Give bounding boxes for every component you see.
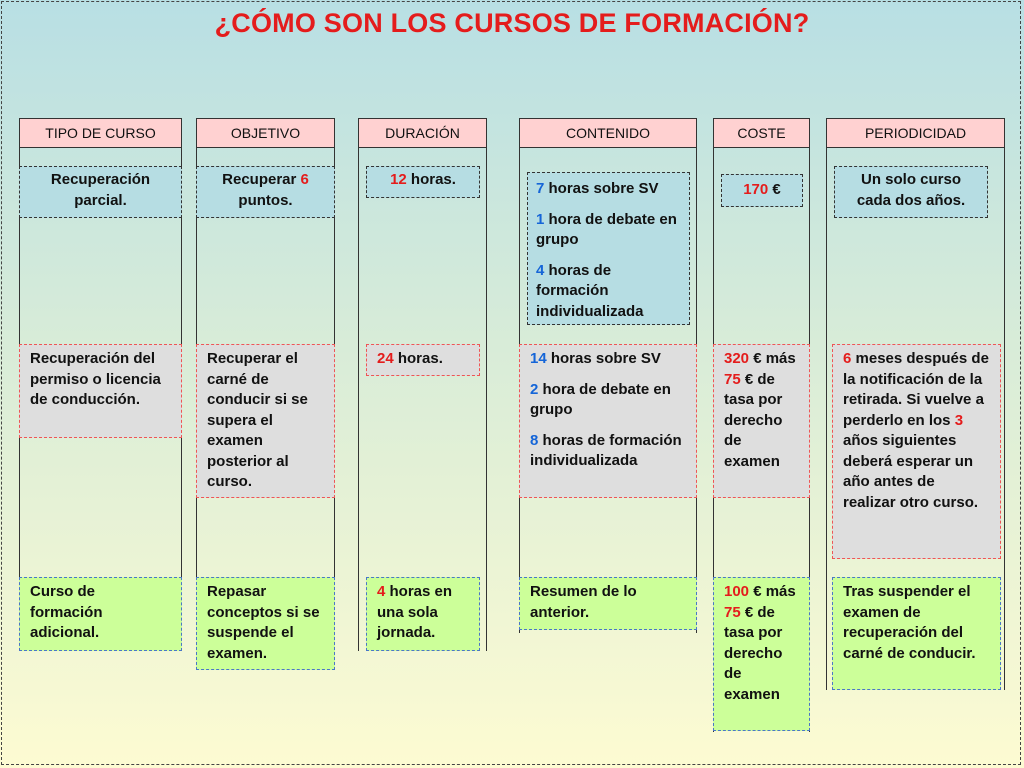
row3-tipo: Curso de formación adicional.	[19, 577, 182, 651]
row1-tipo: Recuperación parcial.	[19, 166, 182, 218]
row3-duracion: 4 horas en una sola jornada.	[366, 577, 480, 651]
row3-coste: 100 € más 75 € de tasa por derecho de examen	[713, 577, 810, 731]
row2-contenido	[519, 344, 697, 498]
row3-objetivo: Repasar conceptos si se suspende el examen.	[196, 577, 335, 670]
header-contenido: CONTENIDO	[519, 118, 697, 148]
row2-coste: 320 € más 75 € de tasa por derecho de examen	[713, 344, 810, 498]
contenido-item: 7 horas sobre SV	[536, 180, 659, 197]
header-objetivo: OBJETIVO	[196, 118, 335, 148]
header-tipo: TIPO DE CURSO	[19, 118, 182, 148]
row3-periodicidad: Tras suspender el examen de recuperación del carné de conducir.	[832, 577, 1001, 690]
row1-objetivo: Recuperar 6 puntos.	[196, 166, 335, 218]
row1-coste: 170 €	[721, 174, 803, 207]
row2-objetivo: Recuperar el carné de conducir si se supera el examen posterior al curso.	[196, 344, 335, 498]
contenido-item: 14 horas sobre SV	[530, 350, 661, 367]
row1-contenido	[527, 172, 690, 325]
row2-tipo: Recuperación del permiso o licencia de conducción.	[19, 344, 182, 438]
row2-duracion: 24 horas.	[366, 344, 480, 376]
contenido-item: 1 hora de debate en grupo	[536, 210, 677, 248]
contenido-item: 4 horas de formación individualizada	[536, 261, 644, 320]
contenido-item: 8 horas de formación individualizada	[530, 431, 682, 469]
header-duracion: DURACIÓN	[358, 118, 487, 148]
header-coste: COSTE	[713, 118, 810, 148]
row3-contenido: Resumen de lo anterior.	[519, 577, 697, 630]
page-title: ¿CÓMO SON LOS CURSOS DE FORMACIÓN?	[214, 8, 810, 38]
header-periodicidad: PERIODICIDAD	[826, 118, 1005, 148]
row2-periodicidad: 6 meses después de la notificación de la retirada. Si vuelve a perderlo en los 3 años siguientes deberá esperar un año antes de realizar otro curso.	[832, 344, 1001, 559]
row1-periodicidad: Un solo curso cada dos años.	[834, 166, 988, 218]
contenido-item: 2 hora de debate en grupo	[530, 380, 671, 418]
row1-duracion: 12 horas.	[366, 166, 480, 198]
